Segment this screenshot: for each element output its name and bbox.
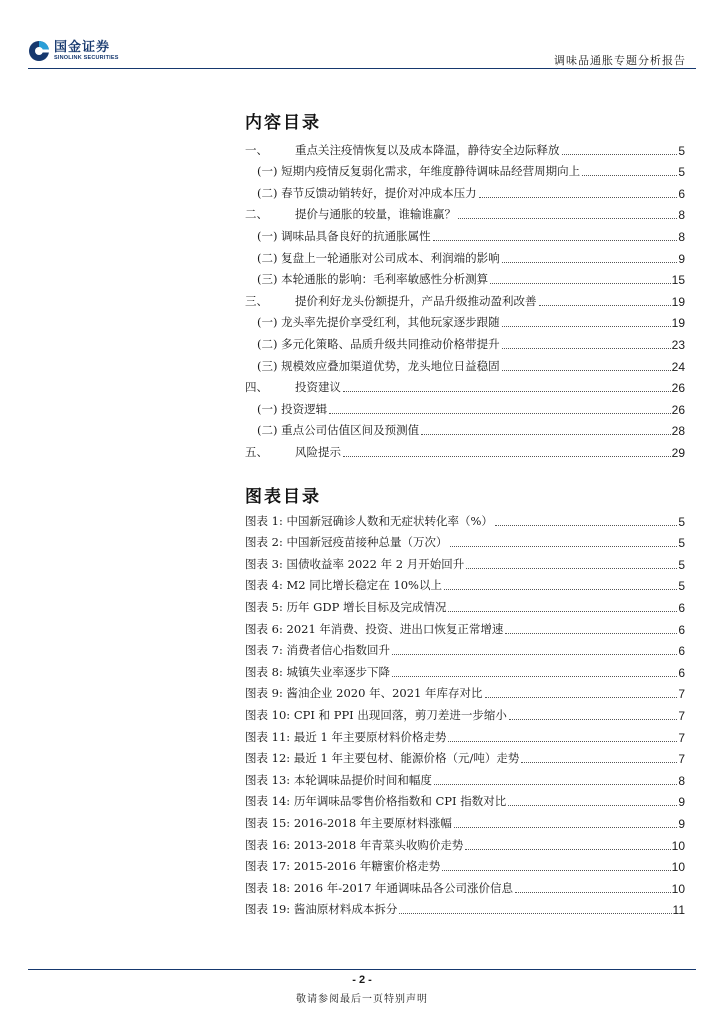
figure-toc-entry[interactable] [245, 529, 685, 551]
toc-entry-page: 5 [678, 165, 685, 180]
toc-entry-text: 图表 15: 2016-2018 年主要原材料涨幅 [245, 815, 452, 830]
toc-entry-page: 10 [671, 860, 685, 875]
toc-entry-page: 5 [678, 536, 685, 551]
toc-entry-page: 19 [671, 294, 685, 309]
dot-leader [466, 567, 677, 569]
dot-leader [502, 261, 678, 263]
disclaimer-note: 敬请参阅最后一页特别声明 [296, 994, 428, 1005]
toc-entry-number: 一、 [245, 142, 268, 157]
figure-toc-entry[interactable] [245, 658, 685, 680]
figure-toc-entry[interactable] [245, 766, 685, 788]
toc-entry-text: 图表 7: 消费者信心指数回升 [245, 643, 391, 658]
toc-entry-page: 15 [671, 273, 685, 288]
toc-entry-text: 图表 9: 酱油企业 2020 年、2021 年库存对比 [245, 686, 483, 701]
toc-entry-text: 图表 13: 本轮调味品提价时间和幅度 [245, 772, 432, 787]
dot-leader [562, 153, 678, 155]
toc-entry-text: (二) 复盘上一轮通胀对公司成本、利润端的影响 [257, 250, 500, 265]
figure-toc-entry[interactable] [245, 572, 685, 594]
toc-entry-page: 5 [678, 514, 685, 529]
toc-entry-text: 提价利好龙头份额提升，产品升级推动盈利改善 [295, 293, 537, 308]
logo-english-name: SINOLINK SECURITIES [54, 54, 119, 61]
dot-leader [521, 761, 677, 763]
figure-toc-entry[interactable] [245, 550, 685, 572]
dot-leader [392, 653, 677, 655]
toc-entry-page: 7 [678, 752, 685, 767]
content-toc-title: 内容目录 [245, 113, 321, 133]
figure-toc-entry[interactable] [245, 680, 685, 702]
toc-entry-text: 图表 10: CPI 和 PPI 出现回落，剪刀差进一步缩小 [245, 707, 507, 722]
dot-leader [505, 632, 677, 634]
toc-entry-text: 风险提示 [295, 444, 341, 459]
toc-entry-text: (三) 本轮通胀的影响：毛利率敏感性分析测算 [257, 272, 489, 287]
toc-entry-text: 图表 5: 历年 GDP 增长目标及完成情况 [245, 599, 447, 614]
sinolink-logo [28, 40, 119, 62]
toc-entry-page: 6 [678, 665, 685, 680]
toc-entry-text: 图表 2: 中国新冠疫苗接种总量（万次） [245, 535, 448, 550]
toc-entry-page: 8 [678, 229, 685, 244]
toc-entry-text: 提价与通胀的较量，谁输谁赢？ [295, 207, 456, 222]
figure-toc-entry[interactable] [245, 853, 685, 875]
toc-entry-page: 5 [678, 143, 685, 158]
toc-entry-text: 图表 14: 历年调味品零售价格指数和 CPI 指数对比 [245, 794, 507, 809]
dot-leader [582, 174, 677, 176]
figure-toc-entry[interactable] [245, 831, 685, 853]
toc-entry[interactable] [245, 395, 685, 417]
figure-toc-entry[interactable] [245, 507, 685, 529]
toc-entry-page: 10 [671, 881, 685, 896]
dot-leader [399, 912, 671, 914]
dot-leader [539, 304, 671, 306]
toc-entry-page: 26 [671, 381, 685, 396]
toc-entry-page: 19 [671, 316, 685, 331]
toc-entry-text: (二) 多元化策略、品质升级共同推动价格带提升 [257, 336, 500, 351]
toc-entry-page: 7 [678, 687, 685, 702]
toc-entry[interactable] [245, 438, 685, 460]
toc-entry-text: 图表 19: 酱油原材料成本拆分 [245, 902, 398, 917]
toc-entry-text: 图表 4: M2 同比增长稳定在 10%以上 [245, 578, 442, 593]
toc-entry-page: 24 [671, 359, 685, 374]
toc-entry[interactable] [245, 417, 685, 439]
toc-entry-page: 23 [671, 337, 685, 352]
toc-entry-text: 图表 6: 2021 年消费、投资、进出口恢复正常增速 [245, 621, 504, 636]
dot-leader [343, 390, 671, 392]
toc-entry-number: 三、 [245, 293, 268, 308]
dot-leader [442, 869, 670, 871]
toc-entry-page: 9 [678, 795, 685, 810]
toc-entry[interactable] [245, 179, 685, 201]
toc-entry-number: 四、 [245, 380, 268, 395]
toc-entry-number: 五、 [245, 444, 268, 459]
figure-toc-entry[interactable] [245, 723, 685, 745]
content-toc-list [245, 136, 685, 460]
dot-leader [485, 696, 678, 698]
figure-toc-entry[interactable] [245, 788, 685, 810]
footer-divider [28, 969, 696, 970]
toc-entry-text: (一) 调味品具备良好的抗通胀属性 [257, 228, 431, 243]
dot-leader [495, 524, 677, 526]
figure-toc-entry[interactable] [245, 637, 685, 659]
dot-leader [479, 196, 678, 198]
toc-entry-page: 7 [678, 730, 685, 745]
logo-chinese-name: 国金证券 [54, 39, 111, 55]
dot-leader [392, 675, 677, 677]
dot-leader [450, 545, 678, 547]
toc-entry-page: 26 [671, 402, 685, 417]
toc-entry-text: 投资建议 [295, 380, 341, 395]
figure-toc-list [245, 507, 685, 917]
dot-leader [454, 826, 677, 828]
dot-leader [448, 740, 677, 742]
toc-entry[interactable] [245, 136, 685, 158]
dot-leader [444, 588, 677, 590]
toc-entry[interactable] [245, 352, 685, 374]
figure-toc-entry[interactable] [245, 745, 685, 767]
toc-entry[interactable] [245, 287, 685, 309]
toc-entry[interactable] [245, 330, 685, 352]
toc-entry-page: 9 [678, 816, 685, 831]
toc-entry-text: 图表 17: 2015-2016 年糖蜜价格走势 [245, 859, 441, 874]
toc-entry-page: 6 [678, 600, 685, 615]
dot-leader [502, 369, 671, 371]
dot-leader [508, 804, 677, 806]
figure-toc-title: 图表目录 [245, 487, 321, 507]
figure-toc-entry[interactable] [245, 874, 685, 896]
dot-leader [502, 325, 671, 327]
toc-entry-number: 二、 [245, 207, 268, 222]
dot-leader [490, 282, 671, 284]
dot-leader [458, 217, 677, 219]
toc-entry-text: 重点关注疫情恢复以及成本降温，静待安全边际释放 [295, 142, 560, 157]
toc-entry-page: 7 [678, 708, 685, 723]
toc-entry-text: 图表 18: 2016 年-2017 年通调味品各公司涨价信息 [245, 880, 514, 895]
figure-toc-entry[interactable] [245, 809, 685, 831]
figure-toc-entry[interactable] [245, 615, 685, 637]
toc-entry-page: 8 [678, 208, 685, 223]
toc-entry-page: 29 [671, 445, 685, 460]
dot-leader [433, 239, 678, 241]
toc-entry-page: 5 [678, 557, 685, 572]
toc-entry[interactable] [245, 374, 685, 396]
figure-toc-entry[interactable] [245, 593, 685, 615]
toc-entry-text: 图表 8: 城镇失业率逐步下降 [245, 664, 391, 679]
dot-leader [465, 848, 670, 850]
dot-leader [448, 610, 677, 612]
dot-leader [515, 891, 671, 893]
dot-leader [434, 783, 677, 785]
report-title: 调味品通胀专题分析报告 [554, 54, 686, 67]
toc-entry-text: 图表 1: 中国新冠确诊人数和无症状转化率（%） [245, 513, 493, 528]
toc-entry[interactable] [245, 158, 685, 180]
toc-entry-page: 9 [678, 251, 685, 266]
toc-entry-text: 图表 16: 2013-2018 年青菜头收购价走势 [245, 837, 464, 852]
toc-entry-text: (一) 龙头率先提价享受红利，其他玩家逐步跟随 [257, 315, 500, 330]
toc-entry-text: 图表 11: 最近 1 年主要原材料价格走势 [245, 729, 447, 744]
dot-leader [329, 412, 671, 414]
toc-entry[interactable] [245, 222, 685, 244]
toc-entry-page: 11 [672, 903, 685, 918]
toc-entry-text: (一) 投资逻辑 [257, 401, 328, 416]
sinolink-logo-icon [28, 40, 50, 62]
toc-entry[interactable] [245, 244, 685, 266]
toc-entry-text: (三) 规模效应叠加渠道优势，龙头地位日益稳固 [257, 358, 500, 373]
dot-leader [421, 433, 671, 435]
toc-entry-page: 28 [671, 424, 685, 439]
toc-entry-text: 图表 3: 国债收益率 2022 年 2 月开始回升 [245, 556, 465, 571]
toc-entry[interactable] [245, 309, 685, 331]
dot-leader [343, 455, 671, 457]
figure-toc-entry[interactable] [245, 896, 685, 918]
page-header [0, 0, 724, 72]
figure-toc-entry[interactable] [245, 701, 685, 723]
toc-entry[interactable] [245, 266, 685, 288]
toc-entry-page: 5 [678, 579, 685, 594]
toc-entry-text: (二) 重点公司估值区间及预测值 [257, 423, 420, 438]
dot-leader [502, 347, 671, 349]
page-number: - 2 - [352, 974, 372, 986]
toc-entry-page: 10 [671, 838, 685, 853]
toc-entry-page: 6 [678, 622, 685, 637]
toc-entry[interactable] [245, 201, 685, 223]
toc-entry-page: 6 [678, 186, 685, 201]
header-divider [28, 68, 696, 69]
toc-entry-text: 图表 12: 最近 1 年主要包材、能源价格（元/吨）走势 [245, 751, 520, 766]
toc-entry-text: (二) 春节反馈动销转好，提价对冲成本压力 [257, 185, 477, 200]
toc-entry-page: 6 [678, 644, 685, 659]
toc-entry-page: 8 [678, 773, 685, 788]
toc-entry-text: (一) 短期内疫情反复弱化需求，年维度静待调味品经营周期向上 [257, 164, 581, 179]
dot-leader [509, 718, 677, 720]
